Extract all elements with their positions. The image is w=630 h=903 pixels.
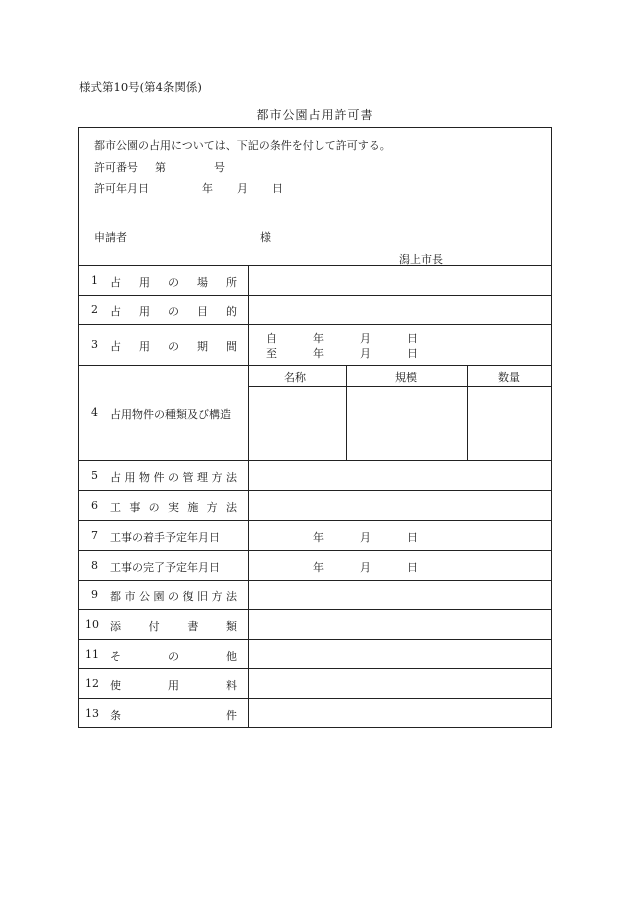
period-to-year: 年: [313, 347, 324, 360]
row-3-label: 占 用 の 期 間: [110, 340, 237, 353]
row-divider: [78, 460, 552, 461]
permit-number-prefix: 第: [155, 161, 166, 174]
row-8-label: 工事の完了予定年月日: [110, 561, 220, 574]
applicant-honorific: 様: [260, 231, 271, 244]
permit-number-suffix: 号: [214, 161, 225, 174]
structure-col-scale: 規模: [395, 371, 417, 384]
row-6-label: 工 事 の 実 施 方 法: [110, 501, 237, 514]
row-divider: [78, 265, 552, 266]
end-date-month: 月: [360, 561, 371, 574]
row-divider: [78, 520, 552, 521]
end-date-year: 年: [313, 561, 324, 574]
row-9-label: 都 市 公 園 の 復 旧 方 法: [110, 590, 237, 603]
row-13-number: 13: [85, 707, 99, 720]
end-date-day: 日: [407, 561, 418, 574]
permit-date-month: 月: [237, 182, 248, 195]
period-from-month: 月: [360, 332, 371, 345]
permit-date-day: 日: [272, 182, 283, 195]
period-from-year: 年: [313, 332, 324, 345]
period-to-label: 至: [266, 347, 277, 360]
row-5-number: 5: [91, 469, 98, 482]
row-11-number: 11: [85, 648, 99, 661]
row-2-label: 占 用 の 目 的: [110, 305, 237, 318]
start-date-year: 年: [313, 531, 324, 544]
row-divider: [78, 365, 552, 366]
applicant-label: 申請者: [94, 231, 127, 244]
permit-date-year: 年: [202, 182, 213, 195]
start-date-day: 日: [407, 531, 418, 544]
structure-col-quantity: 数量: [498, 371, 520, 384]
issuer: 潟上市長: [399, 253, 443, 266]
row-divider: [78, 698, 552, 699]
row-12-number: 12: [85, 677, 99, 690]
permit-number-label: 許可番号: [94, 161, 138, 174]
row-7-label: 工事の着手予定年月日: [110, 531, 220, 544]
permit-statement: 都市公園の占用については、下記の条件を付して許可する。: [94, 139, 391, 152]
row-divider: [78, 550, 552, 551]
row-6-number: 6: [91, 499, 98, 512]
period-from-label: 自: [266, 332, 277, 345]
period-from-day: 日: [407, 332, 418, 345]
row-5-label: 占 用 物 件 の 管 理 方 法: [110, 471, 237, 484]
row-divider: [78, 324, 552, 325]
structure-col-name: 名称: [284, 371, 306, 384]
period-to-day: 日: [407, 347, 418, 360]
start-date-month: 月: [360, 531, 371, 544]
row-2-number: 2: [91, 303, 98, 316]
row-divider: [78, 295, 552, 296]
period-to-month: 月: [360, 347, 371, 360]
structure-header-divider: [248, 386, 552, 387]
row-divider: [78, 609, 552, 610]
row-11-label: そ の 他: [110, 650, 237, 663]
row-divider: [78, 490, 552, 491]
row-13-label: 条 件: [110, 709, 237, 722]
structure-column-divider: [467, 365, 468, 460]
permit-date-label: 許可年月日: [94, 182, 149, 195]
structure-column-divider: [346, 365, 347, 460]
row-1-number: 1: [91, 274, 98, 287]
row-8-number: 8: [91, 559, 98, 572]
form-number: 様式第10号(第4条関係): [79, 80, 202, 94]
row-4-number: 4: [91, 406, 98, 419]
row-4-label: 占用物件の種類及び構造: [110, 408, 231, 421]
row-7-number: 7: [91, 529, 98, 542]
permit-form-table: [78, 127, 552, 728]
row-12-label: 使 用 料: [110, 679, 237, 692]
row-10-label: 添 付 書 類: [110, 620, 237, 633]
row-divider: [78, 639, 552, 640]
row-divider: [78, 668, 552, 669]
row-divider: [78, 580, 552, 581]
row-9-number: 9: [91, 588, 98, 601]
row-1-label: 占 用 の 場 所: [110, 276, 237, 289]
row-3-number: 3: [91, 338, 98, 351]
label-column-divider: [248, 265, 249, 728]
row-10-number: 10: [85, 618, 99, 631]
document-title: 都市公園占用許可書: [256, 108, 374, 122]
